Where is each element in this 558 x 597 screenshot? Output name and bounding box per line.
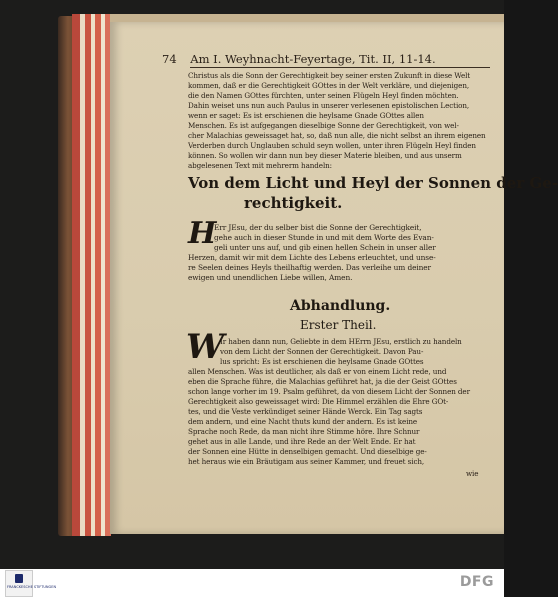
page-edge — [72, 14, 80, 536]
prayer-initial: H — [188, 216, 217, 251]
body-line: Gerechtigkeit also geweissaget wird: Die Himmel erzählen die Ehre GOt- — [188, 397, 449, 406]
prayer-line: Herzen, damit wir mit dem Lichte des Lebens erleuchtet, und unse- — [188, 253, 436, 262]
institution-logo[interactable] — [5, 570, 57, 597]
body-line: het heraus wie ein Bräutigam aus seiner Kammer, und freuet sich, — [188, 457, 425, 466]
body-line: eben die Sprache führe, die Malachias geführet hat, ja die der Geist GOttes — [188, 377, 457, 386]
body-line: Sprache noch Rede, da man nicht ihre Stimme höre. Ihre Schnur — [188, 427, 420, 436]
body-line: lus spricht: Es ist erschienen die heylsame Gnade GOttes — [220, 357, 424, 366]
body-line: tes, und die Veste verkündiget seiner Hände Werck. Ein Tag sagts — [188, 407, 423, 416]
body-line: allen Menschen. Was ist deutlicher, als daß er von einem Licht rede, und — [188, 367, 447, 376]
prayer-line: geli unter uns auf, und gib einen hellen Schein in unser aller — [214, 243, 436, 252]
catchword: wie — [466, 469, 479, 478]
intro-line: cher Malachias geweissaget hat, so, daß nun alle, die nicht selbst an ihrem eigenen — [188, 131, 486, 140]
part-title: Erster Theil. — [300, 318, 377, 332]
intro-line: Menschen. Es ist aufgegangen dieselbige Sonne der Gerechtigkeit, von wel- — [188, 121, 459, 130]
body-initial: W — [186, 327, 225, 367]
prayer-line: ewigen und unendlichen Liebe willen, Amen. — [188, 273, 353, 282]
running-title: Am I. Weyhnacht-Feyertage, Tit. II, 11-14. — [190, 52, 436, 66]
page-number: 74 — [162, 52, 177, 66]
footer-bar — [0, 569, 504, 597]
section-title: Abhandlung. — [290, 298, 391, 314]
intro-line: Verderben durch Unglauben schuld seyn wollen, unter ihren Flügeln Heyl finden — [188, 141, 476, 150]
header-rule — [190, 67, 490, 68]
body-line: gehet aus in alle Lande, und ihre Rede an der Welt Ende. Er hat — [188, 437, 416, 446]
body-line: dem andern, und eine Nacht thuts kund der andern. Es ist keine — [188, 417, 418, 426]
body-line: der Sonnen eine Hütte in denselbigen gemacht. Und dieselbige ge- — [188, 447, 427, 456]
intro-line: abgelesenen Text mit mehrerm handeln: — [188, 161, 333, 170]
body-line: von dem Licht der Sonnen der Gerechtigkeit. Davon Pau- — [220, 347, 424, 356]
prayer-line: re Seelen deines Heyls theilhaftig werden. Das verleihe um deiner — [188, 263, 431, 272]
running-head — [162, 52, 436, 66]
institution-emblem-icon — [15, 574, 23, 583]
page-top-edge — [110, 14, 504, 22]
intro-line: wenn er saget: Es ist erschienen die heylsame Gnade GOttes allen — [188, 111, 424, 120]
prayer-line: gehe auch in dieser Stunde in und mit dem Worte des Evan- — [214, 233, 434, 242]
prayer-line: Err JEsu, der du selber bist die Sonne der Gerechtigkeit, — [214, 223, 422, 232]
intro-line: können. So wollen wir dann nun bey dieser Materie bleiben, und aus unserm — [188, 151, 462, 160]
intro-line: Dahin weiset uns nun auch Paulus in unserer verlesenen epistolischen Lection, — [188, 101, 470, 110]
chapter-heading: rechtigkeit. — [244, 194, 343, 212]
body-line: Ir haben dann nun, Geliebte in dem HErrn JEsu, erstlich zu handeln — [220, 337, 462, 346]
intro-line: Christus als die Sonn der Gerechtigkeit bey seiner ersten Zukunft in diese Welt — [188, 71, 471, 80]
body-line: schon lange vorher im 19. Psalm geführet, da von diesem Licht der Sonnen der — [188, 387, 470, 396]
chapter-heading: Von dem Licht und Heyl der Sonnen der Ge- — [188, 174, 558, 192]
intro-line: kommen, daß er die Gerechtigkeit GOttes in der Welt verkläre, und diejenigen, — [188, 81, 470, 90]
intro-line: die den Namen GOttes fürchten, unter seinen Flügeln Heyl finden möchten. — [188, 91, 459, 100]
dfg-logo[interactable]: DFG — [459, 574, 494, 590]
institution-logo-text: FRANCKESCHE STIFTUNGEN — [7, 585, 57, 589]
